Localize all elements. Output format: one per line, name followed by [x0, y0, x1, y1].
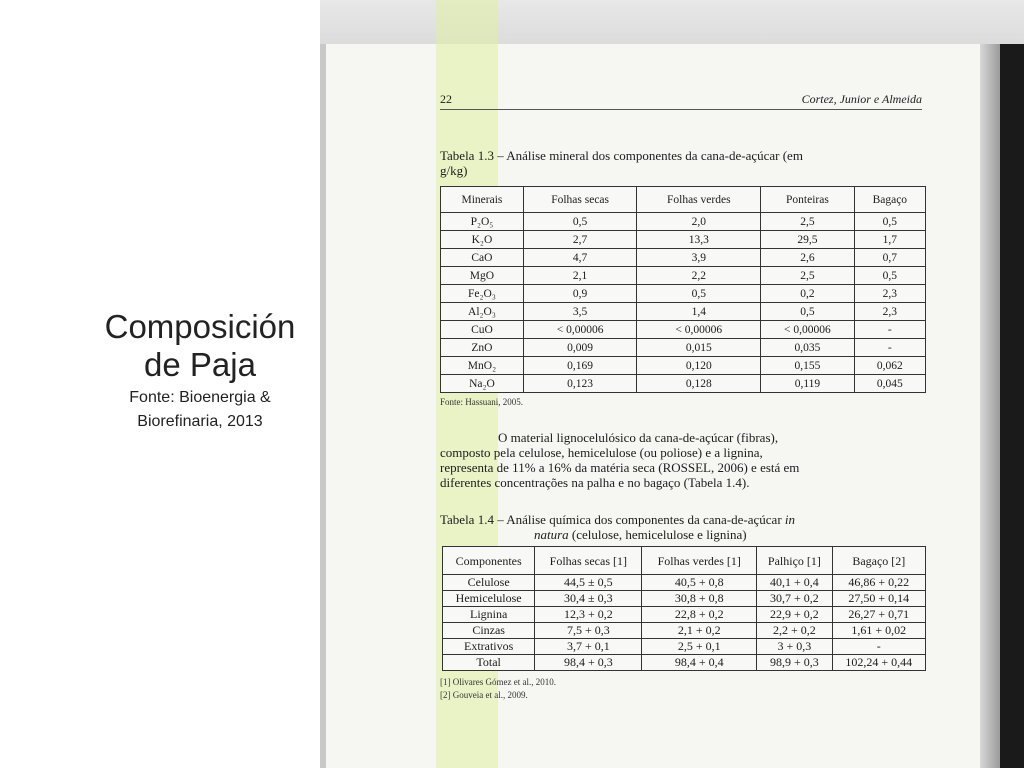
table14-caption-prefix: Tabela 1.4 – Análise química dos componentes da cana-de-açúcar [440, 512, 782, 527]
page-authors: Cortez, Junior e Almeida [801, 92, 922, 106]
table-cell: P₂O₅ [441, 213, 524, 231]
table-cell: Total [443, 655, 535, 671]
table-cell: 1,4 [637, 303, 761, 321]
table-cell: K₂O [441, 231, 524, 249]
table-cell: CaO [441, 249, 524, 267]
table-cell: 40,5 + 0,8 [642, 575, 757, 591]
table-cell: 22,9 + 0,2 [757, 607, 832, 623]
column-header: Folhas secas [1] [535, 547, 642, 575]
body-paragraph [440, 430, 952, 490]
table-row [441, 375, 926, 393]
column-header: Palhiço [1] [757, 547, 832, 575]
table-cell: 2,6 [761, 249, 854, 267]
table-row [443, 575, 926, 591]
column-header: Ponteiras [761, 187, 854, 213]
table-cell: 3,9 [637, 249, 761, 267]
table13-caption-line1: Tabela 1.3 – Análise mineral dos componentes da cana-de-açúcar (em [440, 148, 803, 163]
source-line-1: Fonte: Bioenergia & [129, 389, 271, 406]
scanned-page-image [320, 0, 1024, 768]
table-cell: 0,015 [637, 339, 761, 357]
table-cell: CuO [441, 321, 524, 339]
table-cell: 0,045 [854, 375, 925, 393]
table14-footnote1: [1] Olivares Gómez et al., 2010. [440, 677, 556, 687]
table-row [441, 213, 926, 231]
table14-footnote2: [2] Gouveia et al., 2009. [440, 690, 528, 700]
table-cell: < 0,00006 [761, 321, 854, 339]
table-cell: 0,5 [854, 267, 925, 285]
column-header: Folhas secas [523, 187, 636, 213]
paragraph-line1: O material lignocelulósico da cana-de-açúcar (fibras), [498, 430, 779, 445]
table-cell: 0,123 [523, 375, 636, 393]
table13-caption-line2: g/kg) [440, 163, 468, 178]
table-row [441, 249, 926, 267]
table-cell: 27,50 + 0,14 [832, 591, 925, 607]
table-cell: 2,1 [523, 267, 636, 285]
paragraph-line2: composto pela celulose, hemicelulose (ou poliose) e a lignina, [440, 445, 763, 460]
table-cell: 2,0 [637, 213, 761, 231]
table-cell: 98,4 + 0,4 [642, 655, 757, 671]
table-cell: 26,27 + 0,71 [832, 607, 925, 623]
table-row [441, 303, 926, 321]
table-cell: 102,24 + 0,44 [832, 655, 925, 671]
table-cell: 0,062 [854, 357, 925, 375]
table-cell: 3,5 [523, 303, 636, 321]
table-cell: Al₂O₃ [441, 303, 524, 321]
table-cell: 0,155 [761, 357, 854, 375]
table-cell: 30,8 + 0,8 [642, 591, 757, 607]
table-cell: ZnO [441, 339, 524, 357]
table-cell: 2,5 [761, 213, 854, 231]
table-cell: 1,61 + 0,02 [832, 623, 925, 639]
table-1-3 [440, 186, 926, 393]
column-header: Componentes [443, 547, 535, 575]
slide-title [60, 308, 340, 432]
table-cell: 22,8 + 0,2 [642, 607, 757, 623]
table14-caption-natura: natura [534, 527, 569, 542]
table-cell: < 0,00006 [523, 321, 636, 339]
table14-caption-rest: (celulose, hemicelulose e lignina) [571, 527, 747, 542]
table-cell: 3 + 0,3 [757, 639, 832, 655]
table-cell: 0,5 [637, 285, 761, 303]
title-line-1: Composición [104, 308, 296, 345]
table-cell: 0,169 [523, 357, 636, 375]
table-cell: 4,7 [523, 249, 636, 267]
table-row [443, 623, 926, 639]
table-row [441, 285, 926, 303]
table-cell: 2,7 [523, 231, 636, 249]
table-cell: Hemicelulose [443, 591, 535, 607]
table-cell: 0,2 [761, 285, 854, 303]
table-cell: 0,9 [523, 285, 636, 303]
page-right-shadow [980, 44, 1000, 768]
table-cell: 13,3 [637, 231, 761, 249]
table-cell: 2,2 + 0,2 [757, 623, 832, 639]
table-row [443, 591, 926, 607]
table-cell: 12,3 + 0,2 [535, 607, 642, 623]
table-cell: Celulose [443, 575, 535, 591]
source-line-2: Biorefinaria, 2013 [137, 413, 263, 430]
table13-caption [440, 148, 924, 178]
scan-top-shadow [320, 0, 1024, 44]
table-row [443, 607, 926, 623]
table-row [441, 339, 926, 357]
table14-caption-in: in [784, 512, 796, 527]
scanner-dark-edge [1000, 44, 1024, 768]
table-cell: 30,4 ± 0,3 [535, 591, 642, 607]
table-cell: 0,5 [523, 213, 636, 231]
table-cell: 7,5 + 0,3 [535, 623, 642, 639]
page-number: 22 [440, 92, 452, 106]
table-cell: 98,4 + 0,3 [535, 655, 642, 671]
table-cell: MnO₂ [441, 357, 524, 375]
table-row [443, 655, 926, 671]
column-header: Folhas verdes [637, 187, 761, 213]
column-header: Bagaço [854, 187, 925, 213]
table-cell: 98,9 + 0,3 [757, 655, 832, 671]
paragraph-line3: representa de 11% a 16% da matéria seca (ROSSEL, 2006) e está em [440, 460, 800, 475]
table-row [443, 639, 926, 655]
table-cell: Fe₂O₃ [441, 285, 524, 303]
table-row [441, 231, 926, 249]
title-line-2: de Paja [144, 346, 256, 383]
table-cell: Extrativos [443, 639, 535, 655]
table-cell: 0,7 [854, 249, 925, 267]
table-cell: 2,2 [637, 267, 761, 285]
table-cell: Na₂O [441, 375, 524, 393]
table-row [441, 357, 926, 375]
column-header: Bagaço [2] [832, 547, 925, 575]
table-cell: 0,128 [637, 375, 761, 393]
table-cell: 1,7 [854, 231, 925, 249]
table-cell: Cinzas [443, 623, 535, 639]
table-cell: 2,5 + 0,1 [642, 639, 757, 655]
page-left-edge [320, 44, 326, 768]
table-1-4 [442, 546, 926, 671]
table-cell: 30,7 + 0,2 [757, 591, 832, 607]
table-cell: - [854, 339, 925, 357]
table-cell: 29,5 [761, 231, 854, 249]
table-cell: 46,86 + 0,22 [832, 575, 925, 591]
table14-caption [440, 512, 924, 542]
table13-source: Fonte: Hassuani, 2005. [440, 397, 523, 407]
table-cell: 40,1 + 0,4 [757, 575, 832, 591]
table-cell: - [832, 639, 925, 655]
table-cell: 2,3 [854, 285, 925, 303]
table-cell: Lignina [443, 607, 535, 623]
table-cell: 2,5 [761, 267, 854, 285]
table-cell: 3,7 + 0,1 [535, 639, 642, 655]
table-cell: 0,119 [761, 375, 854, 393]
page-header [440, 92, 922, 110]
table-cell: 0,120 [637, 357, 761, 375]
table-cell: MgO [441, 267, 524, 285]
table-cell: 0,035 [761, 339, 854, 357]
table-cell: 0,5 [854, 213, 925, 231]
table-cell: 44,5 ± 0,5 [535, 575, 642, 591]
column-header: Minerais [441, 187, 524, 213]
table-row [441, 321, 926, 339]
paragraph-line4: diferentes concentrações na palha e no bagaço (Tabela 1.4). [440, 475, 750, 490]
table-cell: 0,5 [761, 303, 854, 321]
table-row [441, 267, 926, 285]
table-cell: - [854, 321, 925, 339]
table-cell: 2,1 + 0,2 [642, 623, 757, 639]
table-cell: 0,009 [523, 339, 636, 357]
column-header: Folhas verdes [1] [642, 547, 757, 575]
table-cell: 2,3 [854, 303, 925, 321]
table-cell: < 0,00006 [637, 321, 761, 339]
